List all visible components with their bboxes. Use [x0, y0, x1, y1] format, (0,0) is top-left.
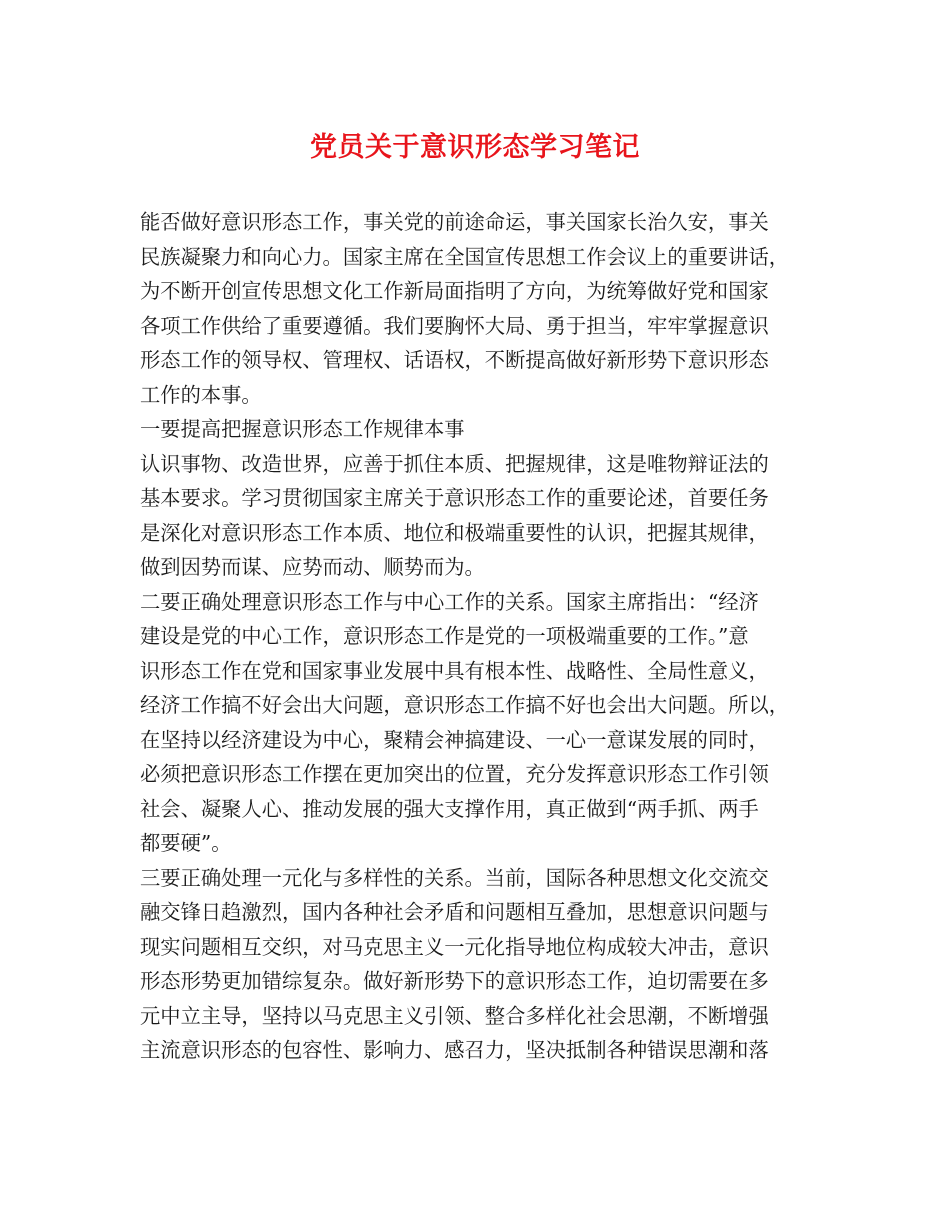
text-line: 认识事物、改造世界，应善于抓住本质、把握规律，这是唯物辩证法的 [140, 451, 769, 476]
text-line: 必须把意识形态工作摆在更加突出的位置，充分发挥意识形态工作引领 [140, 762, 769, 786]
text-line: 做到因势而谋、应势而动、顺势而为。 [140, 555, 485, 579]
text-line: 建设是党的中心工作，意识形态工作是党的一项极端重要的工作。”意 [140, 624, 749, 648]
text-line: 元中立主导，坚持以马克思主义引领、整合多样化社会思潮，不断增强 [140, 1003, 769, 1028]
text-line: 二要正确处理意识形态工作与中心工作的关系。国家主席指出：“经济 [140, 589, 759, 614]
text-line: 主流意识形态的包容性、影响力、感召力，坚决抵制各种错误思潮和落 [140, 1038, 769, 1062]
text-line: 各项工作供给了重要遵循。我们要胸怀大局、勇于担当，牢牢掌握意识 [140, 313, 769, 338]
section-heading: 一要提高把握意识形态工作规律本事 [140, 417, 465, 441]
text-line: 融交锋日趋激烈，国内各种社会矛盾和问题相互叠加，思想意识问题与 [140, 900, 769, 924]
text-line: 社会、凝聚人心、推动发展的强大支撑作用，真正做到“两手抓、两手 [140, 796, 759, 821]
text-line: 识形态工作在党和国家事业发展中具有根本性、战略性、全局性意义， [140, 658, 769, 683]
text-line: 民族凝聚力和向心力。国家主席在全国宣传思想工作会议上的重要讲话， [140, 244, 790, 269]
text-line: 基本要求。学习贯彻国家主席关于意识形态工作的重要论述，首要任务 [140, 486, 769, 510]
text-line: 三要正确处理一元化与多样性的关系。当前，国际各种思想文化交流交 [140, 865, 769, 890]
document-body [140, 205, 830, 1068]
text-line: 是深化对意识形态工作本质、地位和极端重要性的认识，把握其规律， [140, 520, 769, 545]
text-line: 形态工作的领导权、管理权、话语权，不断提高做好新形势下意识形态 [140, 348, 769, 372]
document-title: 党员关于意识形态学习笔记 [310, 132, 640, 163]
text-line: 为不断开创宣传思想文化工作新局面指明了方向，为统筹做好党和国家 [140, 279, 769, 303]
text-line: 在坚持以经济建设为中心，聚精会神搞建设、一心一意谋发展的同时， [140, 727, 769, 752]
text-line: 都要硬”。 [140, 831, 232, 855]
text-line: 形态形势更加错综复杂。做好新形势下的意识形态工作，迫切需要在多 [140, 969, 769, 993]
text-line: 工作的本事。 [140, 382, 262, 407]
text-line: 能否做好意识形态工作，事关党的前途命运，事关国家长治久安，事关 [140, 210, 769, 234]
text-line: 现实问题相互交织，对马克思主义一元化指导地位构成较大冲击，意识 [140, 934, 769, 959]
text-line: 经济工作搞不好会出大问题，意识形态工作搞不好也会出大问题。所以， [140, 693, 790, 717]
